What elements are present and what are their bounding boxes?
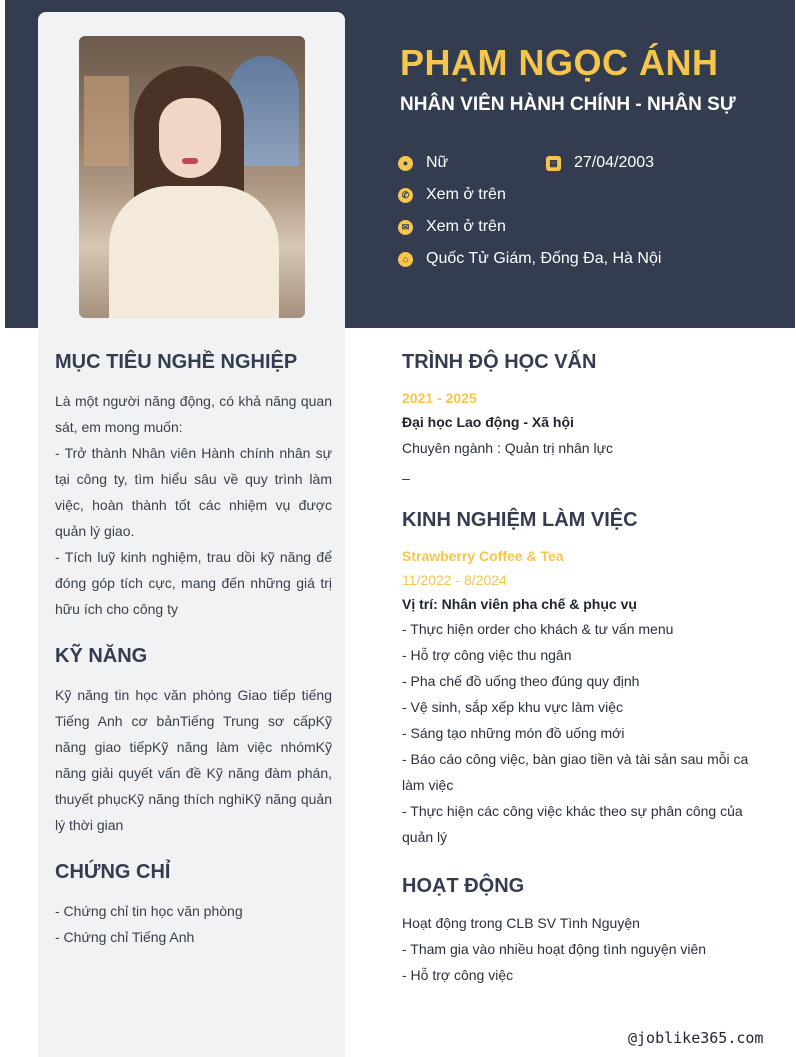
certificate-item: - Chứng chỉ tin học văn phòng bbox=[55, 903, 243, 919]
skills-title: KỸ NĂNG bbox=[55, 645, 148, 667]
experience-position: Vị trí: Nhân viên pha chế & phục vụ bbox=[402, 596, 637, 612]
gender-row bbox=[398, 154, 448, 172]
activity-item: - Hỗ trợ công việc bbox=[402, 967, 514, 983]
home-icon: ⌂ bbox=[398, 252, 413, 267]
skills-paragraph: Kỹ năng tin học văn phòng Giao tiếp tiếng Tiếng Anh cơ bảnTiếng Trung sơ cấpKỹ năng giao tiếpKỹ năng làm việc nhómKỹ năng giải quyết vấn đề Kỹ năng đàm phán, thuyết phụcKỹ năng thích nghiKỹ năng quản lý thời gian bbox=[55, 687, 332, 833]
activity-item: Hoạt động trong CLB SV Tình Nguyện bbox=[402, 915, 640, 931]
certificate-item: - Chứng chỉ Tiếng Anh bbox=[55, 929, 195, 945]
email-row bbox=[398, 218, 506, 236]
education-note: – bbox=[402, 470, 410, 486]
gender-value: Nữ bbox=[426, 154, 449, 171]
email-value: Xem ở trên bbox=[426, 218, 506, 235]
watermark: @joblike365.com bbox=[628, 1029, 764, 1047]
phone-row bbox=[398, 186, 506, 204]
experience-period: 11/2022 - 8/2024 bbox=[402, 572, 507, 588]
skills-text bbox=[55, 682, 332, 838]
experience-task: - Thực hiện các công việc khác theo sự phân công của quản lý bbox=[402, 803, 743, 845]
profile-photo bbox=[79, 36, 305, 318]
education-school: Đại học Lao động - Xã hội bbox=[402, 414, 574, 430]
experience-task: - Thực hiện order cho khách & tư vấn menu bbox=[402, 621, 674, 637]
education-major: Chuyên ngành : Quản trị nhân lực bbox=[402, 440, 613, 456]
experience-task: - Sáng tạo những món đồ uống mới bbox=[402, 725, 625, 741]
person-icon: ● bbox=[398, 156, 413, 171]
education-block bbox=[402, 386, 752, 490]
calendar-icon: ▦ bbox=[546, 156, 561, 171]
activity-item: - Tham gia vào nhiều hoạt động tình nguyện viên bbox=[402, 941, 707, 957]
job-title: NHÂN VIÊN HÀNH CHÍNH - NHÂN SỰ bbox=[400, 94, 736, 115]
experience-task: - Pha chế đồ uống theo đúng quy định bbox=[402, 673, 640, 689]
objective-line: - Trở thành Nhân viên Hành chính nhân sự tại công ty, tìm hiểu sâu về quy trình làm việc, hoàn thành tốt các nhiệm vụ được quản lý giao. bbox=[55, 445, 332, 539]
phone-value: Xem ở trên bbox=[426, 186, 506, 203]
address-value: Quốc Tử Giám, Đống Đa, Hà Nội bbox=[426, 250, 662, 267]
education-title: TRÌNH ĐỘ HỌC VẤN bbox=[402, 351, 597, 373]
mail-icon: ✉ bbox=[398, 220, 413, 235]
objective-line: Là một người năng động, có khả năng quan sát, em mong muốn: bbox=[55, 393, 332, 435]
candidate-name: PHẠM NGỌC ÁNH bbox=[400, 42, 719, 83]
experience-block bbox=[402, 544, 752, 850]
experience-company: Strawberry Coffee & Tea bbox=[402, 548, 564, 564]
certificates-list bbox=[55, 898, 332, 950]
education-period: 2021 - 2025 bbox=[402, 390, 477, 406]
certificates-title: CHỨNG CHỈ bbox=[55, 861, 171, 883]
birthdate-row bbox=[546, 154, 654, 172]
objective-text bbox=[55, 388, 332, 622]
experience-task: - Hỗ trợ công việc thu ngân bbox=[402, 647, 572, 663]
address-row bbox=[398, 250, 661, 268]
experience-task: - Vệ sinh, sắp xếp khu vực làm việc bbox=[402, 699, 624, 715]
objective-title: MỤC TIÊU NGHỀ NGHIỆP bbox=[55, 351, 298, 373]
experience-title: KINH NGHIỆM LÀM VIỆC bbox=[402, 509, 638, 531]
experience-task: - Báo cáo công việc, bàn giao tiền và tài sản sau mỗi ca làm việc bbox=[402, 751, 749, 793]
activities-block bbox=[402, 910, 752, 988]
activities-title: HOẠT ĐỘNG bbox=[402, 875, 525, 897]
phone-icon: ✆ bbox=[398, 188, 413, 203]
birthdate-value: 27/04/2003 bbox=[574, 154, 655, 171]
objective-line: - Tích luỹ kinh nghiệm, trau dồi kỹ năng để đóng góp tích cực, mang đến những giá trị hữu ích cho công ty bbox=[55, 549, 332, 617]
